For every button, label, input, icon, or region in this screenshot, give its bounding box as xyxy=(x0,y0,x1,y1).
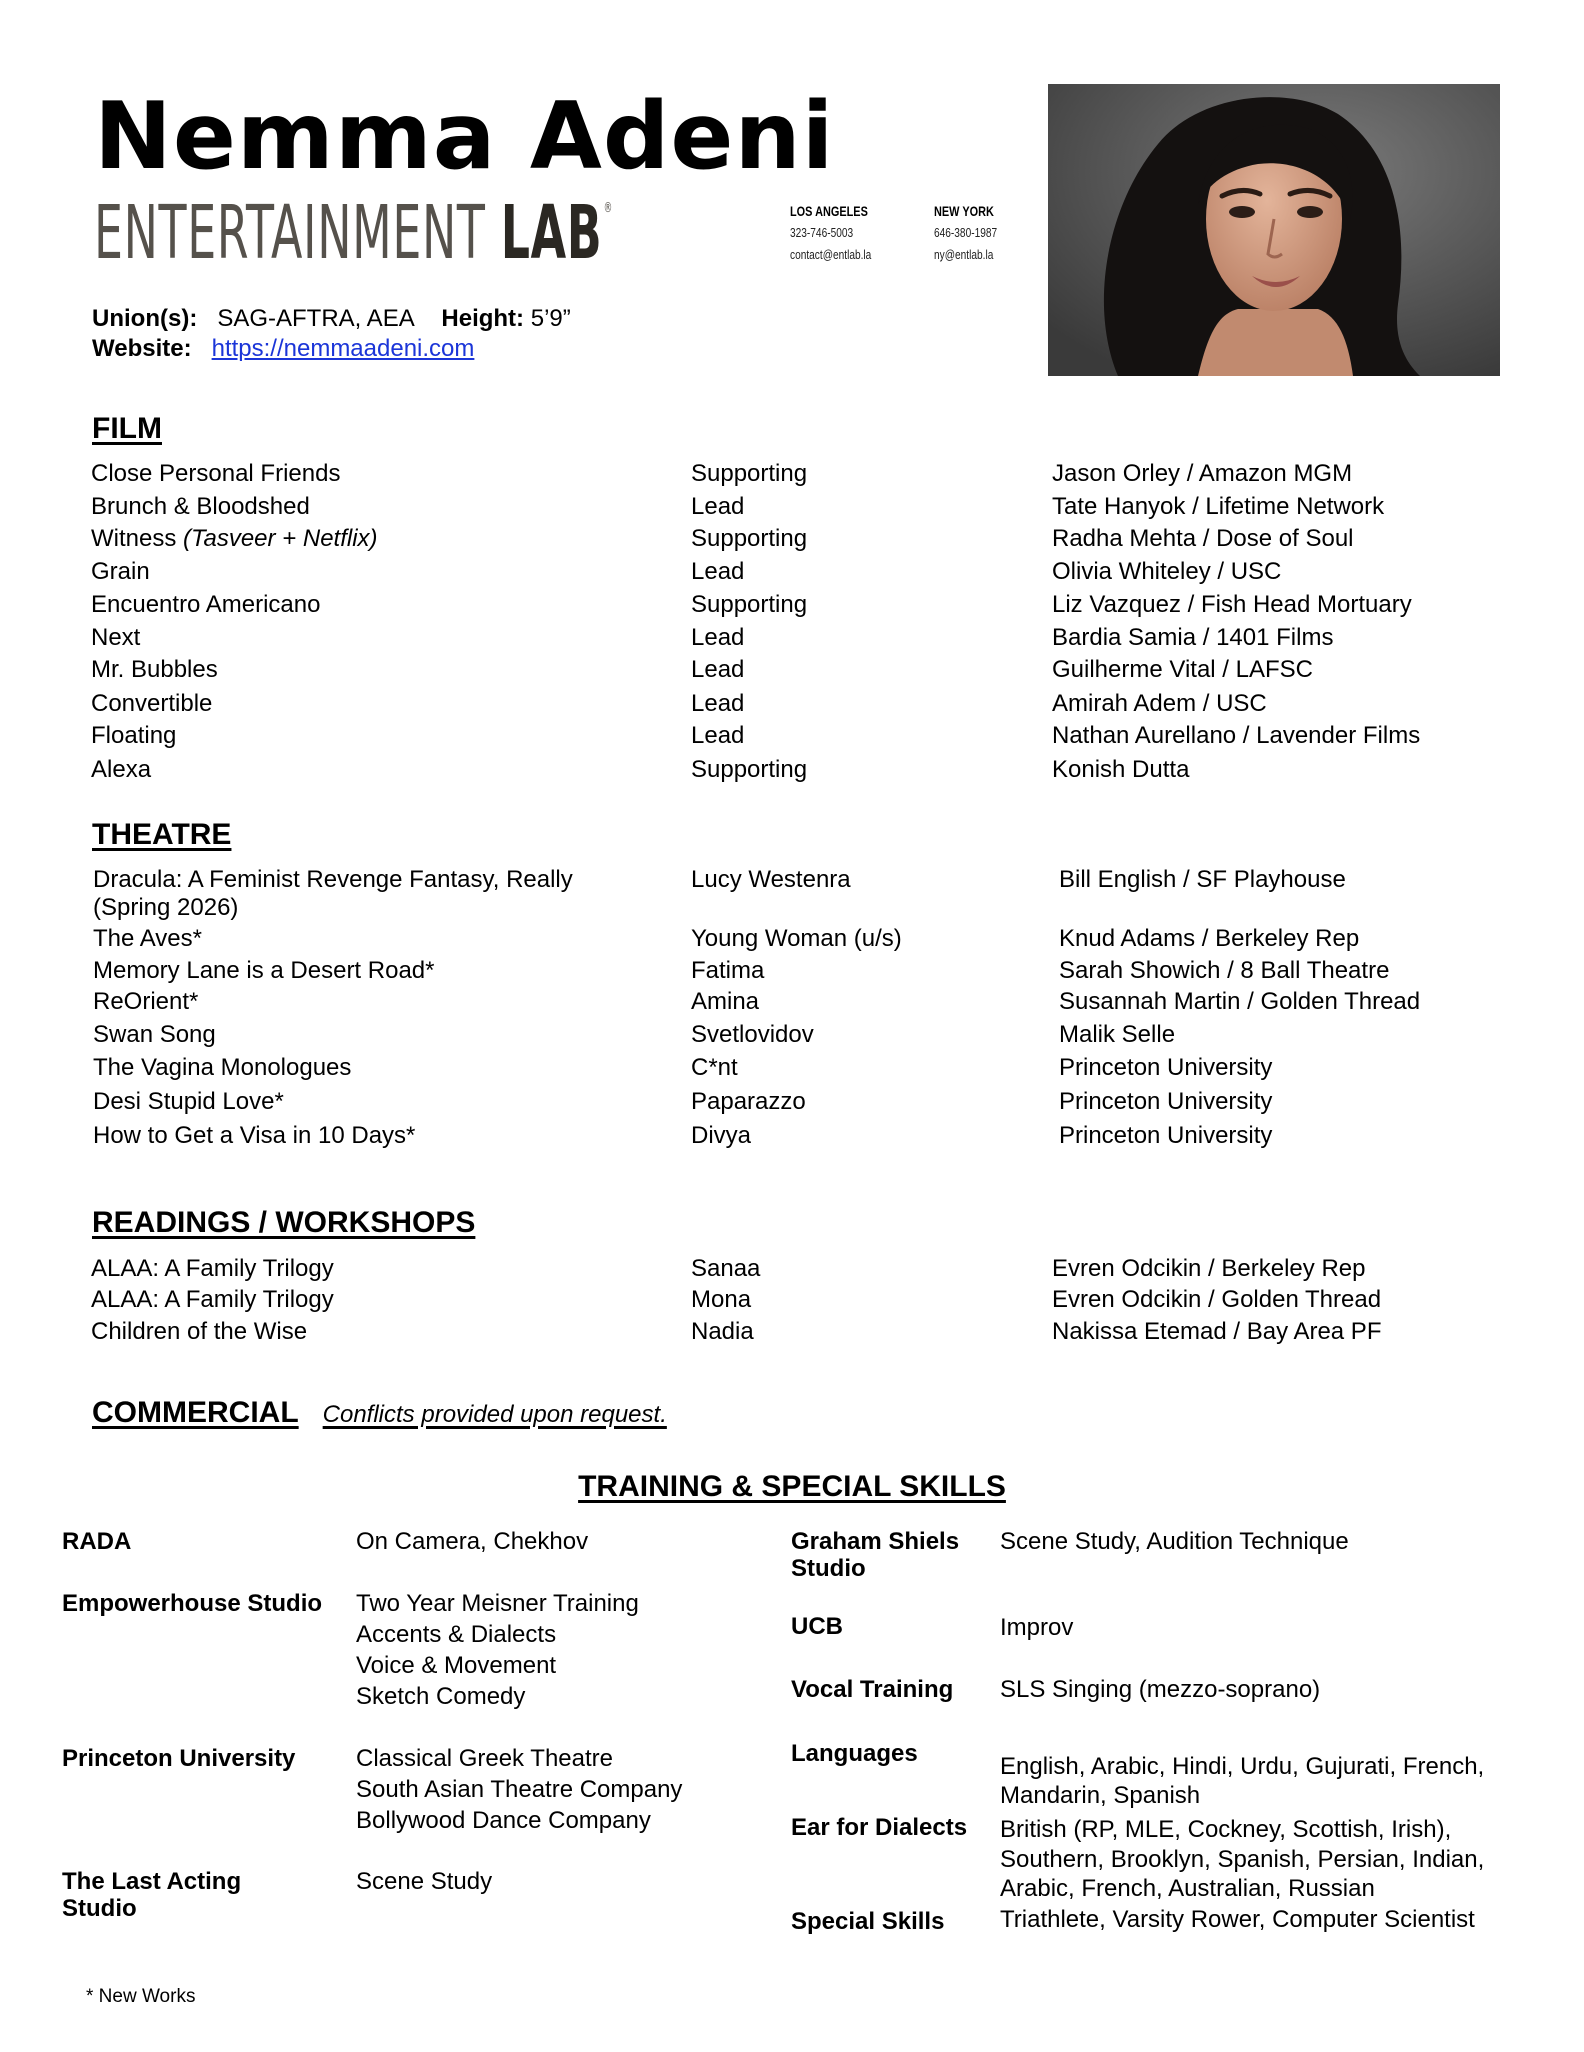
actor-name: Nemma Adeni xyxy=(94,82,835,190)
reading-title: Children of the Wise xyxy=(91,1318,308,1345)
theatre-title: Desi Stupid Love* xyxy=(93,1088,284,1115)
training-school: UCB xyxy=(791,1613,843,1640)
theatre-credit: Susannah Martin / Golden Thread xyxy=(1059,988,1421,1015)
theatre-role: Paparazzo xyxy=(691,1088,806,1115)
height-value: 5’9” xyxy=(530,305,571,332)
reading-role: Nadia xyxy=(691,1318,754,1345)
training-detail: Sketch Comedy xyxy=(356,1683,526,1710)
commercial-heading xyxy=(92,1396,667,1430)
theatre-credit: Knud Adams / Berkeley Rep xyxy=(1059,925,1360,952)
training-school-line2: Studio xyxy=(791,1555,866,1582)
reading-role: Mona xyxy=(691,1286,752,1313)
theatre-credit: Princeton University xyxy=(1059,1088,1273,1115)
office-new-york xyxy=(934,200,997,266)
film-role: Supporting xyxy=(691,756,808,783)
training-detail: Southern, Brooklyn, Spanish, Persian, Indian, xyxy=(1000,1846,1485,1873)
training-detail: Scene Study, Audition Technique xyxy=(1000,1528,1349,1555)
reading-credit: Nakissa Etemad / Bay Area PF xyxy=(1052,1318,1382,1345)
training-detail: Arabic, French, Australian, Russian xyxy=(1000,1875,1375,1902)
footnote: * New Works xyxy=(86,1986,196,2007)
website-label: Website: xyxy=(92,335,192,362)
theatre-title: The Aves* xyxy=(93,925,202,952)
theatre-credit: Sarah Showich / 8 Ball Theatre xyxy=(1059,957,1390,984)
film-title: Next xyxy=(91,624,141,651)
theatre-credit: Princeton University xyxy=(1059,1054,1273,1081)
training-school: RADA xyxy=(62,1528,132,1555)
film-role: Lead xyxy=(691,624,745,651)
reading-credit: Evren Odcikin / Berkeley Rep xyxy=(1052,1255,1366,1282)
theatre-role: C*nt xyxy=(691,1054,738,1081)
training-school: Graham Shiels xyxy=(791,1528,960,1555)
unions-value: SAG-AFTRA, AEA xyxy=(217,305,415,332)
theatre-heading: THEATRE xyxy=(92,818,232,851)
theatre-role: Divya xyxy=(691,1122,752,1149)
film-credit: Liz Vazquez / Fish Head Mortuary xyxy=(1052,591,1412,618)
film-role: Lead xyxy=(691,722,745,749)
training-school: Languages xyxy=(791,1740,918,1767)
film-credit: Amirah Adem / USC xyxy=(1052,690,1267,717)
film-title-with-note xyxy=(91,525,378,553)
unions-label: Union(s): xyxy=(92,305,198,332)
training-detail: SLS Singing (mezzo-soprano) xyxy=(1000,1676,1321,1703)
training-detail: Accents & Dialects xyxy=(356,1621,557,1648)
training-detail: Scene Study xyxy=(356,1868,493,1895)
training-detail: South Asian Theatre Company xyxy=(356,1776,683,1803)
theatre-credit: Bill English / SF Playhouse xyxy=(1059,866,1346,893)
film-title: Witness xyxy=(91,525,177,552)
training-detail: Classical Greek Theatre xyxy=(356,1745,613,1772)
theatre-role: Fatima xyxy=(691,957,765,984)
film-heading: FILM xyxy=(92,412,162,445)
theatre-title: The Vagina Monologues xyxy=(93,1054,352,1081)
readings-heading: READINGS / WORKSHOPS xyxy=(92,1206,476,1239)
training-detail: Mandarin, Spanish xyxy=(1000,1782,1201,1809)
theatre-title: How to Get a Visa in 10 Days* xyxy=(93,1122,416,1149)
office-email: contact@entlab.la xyxy=(790,247,872,262)
office-phone: 646-380-1987 xyxy=(934,225,998,240)
film-title: Brunch & Bloodshed xyxy=(91,493,310,520)
reading-title: ALAA: A Family Trilogy xyxy=(91,1286,334,1313)
film-credit: Olivia Whiteley / USC xyxy=(1052,558,1282,585)
film-role: Lead xyxy=(691,558,745,585)
office-city: NEW YORK xyxy=(934,203,994,219)
training-detail: Bollywood Dance Company xyxy=(356,1807,651,1834)
film-credit: Jason Orley / Amazon MGM xyxy=(1052,460,1353,487)
film-title: Floating xyxy=(91,722,177,749)
office-email: ny@entlab.la xyxy=(934,247,994,262)
training-school: Vocal Training xyxy=(791,1676,954,1703)
office-city: LOS ANGELES xyxy=(790,203,868,219)
film-role: Lead xyxy=(691,493,745,520)
headshot-illustration xyxy=(1048,84,1500,376)
theatre-title-line2: (Spring 2026) xyxy=(93,894,239,921)
film-title: Encuentro Americano xyxy=(91,591,321,618)
film-role: Supporting xyxy=(691,591,808,618)
training-school-line2: Studio xyxy=(62,1895,137,1922)
film-role: Lead xyxy=(691,690,745,717)
film-title-note: (Tasveer + Netflix) xyxy=(183,525,378,552)
training-detail: Improv xyxy=(1000,1614,1074,1641)
union-height-line xyxy=(92,304,571,334)
film-credit: Radha Mehta / Dose of Soul xyxy=(1052,525,1354,552)
commercial-note: Conflicts provided upon request. xyxy=(322,1401,667,1428)
theatre-role: Young Woman (u/s) xyxy=(691,925,902,952)
training-detail: English, Arabic, Hindi, Urdu, Gujurati, French, xyxy=(1000,1753,1485,1780)
theatre-title: Swan Song xyxy=(93,1021,216,1048)
agency-logo-text: ENTERTAINMENT xyxy=(94,190,501,276)
office-los-angeles xyxy=(790,200,871,266)
film-title: Grain xyxy=(91,558,150,585)
training-school: Special Skills xyxy=(791,1908,945,1935)
website-line xyxy=(92,334,474,364)
reading-credit: Evren Odcikin / Golden Thread xyxy=(1052,1286,1382,1313)
training-school: Ear for Dialects xyxy=(791,1814,968,1841)
training-heading: TRAINING & SPECIAL SKILLS xyxy=(578,1470,1006,1503)
film-title: Close Personal Friends xyxy=(91,460,341,487)
commercial-title: COMMERCIAL xyxy=(92,1396,299,1429)
film-credit: Konish Dutta xyxy=(1052,756,1190,783)
height-label: Height: xyxy=(441,305,525,332)
registered-mark: ® xyxy=(603,200,613,216)
website-link[interactable]: https://nemmaadeni.com xyxy=(211,335,475,362)
film-title: Mr. Bubbles xyxy=(91,656,218,683)
film-role: Lead xyxy=(691,656,745,683)
film-role: Supporting xyxy=(691,460,808,487)
reading-role: Sanaa xyxy=(691,1255,761,1282)
training-detail: On Camera, Chekhov xyxy=(356,1528,589,1555)
headshot-photo xyxy=(1048,84,1500,376)
film-title: Alexa xyxy=(91,756,152,783)
theatre-role: Lucy Westenra xyxy=(691,866,851,893)
film-role: Supporting xyxy=(691,525,808,552)
film-title: Convertible xyxy=(91,690,213,717)
theatre-title: Memory Lane is a Desert Road* xyxy=(93,957,435,984)
theatre-role: Amina xyxy=(691,988,760,1015)
film-credit: Guilherme Vital / LAFSC xyxy=(1052,656,1313,683)
theatre-credit: Princeton University xyxy=(1059,1122,1273,1149)
theatre-title: Dracula: A Feminist Revenge Fantasy, Really xyxy=(93,866,573,893)
theatre-credit: Malik Selle xyxy=(1059,1021,1176,1048)
theatre-role: Svetlovidov xyxy=(691,1021,814,1048)
agency-logo-bold: LAB xyxy=(500,190,603,276)
training-school: The Last Acting xyxy=(62,1868,242,1895)
training-detail: Two Year Meisner Training xyxy=(356,1590,639,1617)
agency-logo xyxy=(94,190,613,276)
film-credit: Nathan Aurellano / Lavender Films xyxy=(1052,722,1421,749)
training-school: Empowerhouse Studio xyxy=(62,1590,323,1617)
film-credit: Tate Hanyok / Lifetime Network xyxy=(1052,493,1385,520)
training-detail: Triathlete, Varsity Rower, Computer Scientist xyxy=(1000,1906,1475,1933)
training-detail: Voice & Movement xyxy=(356,1652,557,1679)
theatre-title: ReOrient* xyxy=(93,988,199,1015)
office-phone: 323-746-5003 xyxy=(790,225,854,240)
training-school: Princeton University xyxy=(62,1745,296,1772)
film-credit: Bardia Samia / 1401 Films xyxy=(1052,624,1334,651)
training-detail: British (RP, MLE, Cockney, Scottish, Irish), xyxy=(1000,1816,1452,1843)
reading-title: ALAA: A Family Trilogy xyxy=(91,1255,334,1282)
